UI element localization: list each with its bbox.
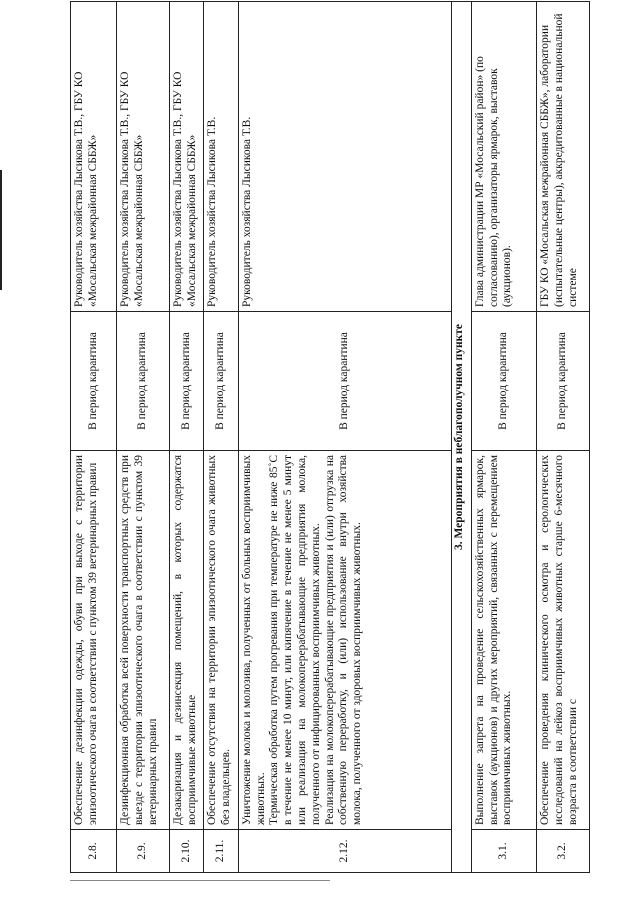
responsible-text: Руководитель хозяйства Лысикова Т.В., ГБУ КО «Мосальская межрайонная СББЖ» [170,2,204,312]
left-margin-mark [0,170,2,290]
responsible-text: Руководитель хозяйства Лысикова Т.В., ГБУ КО «Мосальская межрайонная СББЖ» [71,2,117,312]
row-number: 2.8. [71,830,117,873]
responsible-text: Глава администрации МР «Мосальский район» (по согласованию), организаторы ярмарок, выставок (аукционов). [471,2,536,312]
table-row [71,2,117,873]
footer-rule [70,880,330,881]
table-row [204,2,238,873]
measure-text: Обеспечение дезинфекции одежды, обуви при выходе с территории эпизоотического очага в соответствии с пунктом 39 ветеринарных правил [71,451,117,830]
term-text: В период карантина [170,312,204,451]
responsible-text: ГБУ КО «Мосальская межрайонная СББЖ», лаборатории (испытательные центры), аккредитованные в национальной системе [537,2,590,312]
table-row [471,2,536,873]
term-text: В период карантина [238,312,451,451]
measure-text: Обеспечение проведения клинического осмотра и серологических исследований на лейкоз восприимчивых животных старше 6-месячного возраста в соответствии с [537,451,590,830]
measure-text: Дезинфекционная обработка всей поверхности транспортных средств при выезде с территории эпизоотического очага в соответствии с пунктом 39 ветеринарных правил [117,451,170,830]
responsible-text: Руководитель хозяйства Лысикова Т.В. [204,2,238,312]
row-number: 2.10. [170,830,204,873]
term-text: В период карантина [204,312,238,451]
measure-text: Дезакаризация и дезинсекция помещений, в которых содержатся восприимчивые животные [170,451,204,830]
table-row [170,2,204,873]
measure-text: Обеспечение отсутствия на территории эпизоотического очага животных без владельцев. [204,451,238,830]
measure-text: Выполнение запрета на проведение сельскохозяйственных ярмарок, выставок (аукционов) и других мероприятий, связанных с перемещением восприимчивых животных. [471,451,536,830]
term-text: В период карантина [471,312,536,451]
table-row [117,2,170,873]
row-number: 2.9. [117,830,170,873]
measure-paragraph: Термическая обработка путем прогревания при температуре не ниже 85˚С в течение не менее 10 минут, или кипячение в течение не менее 5 минут или реализация на молокоперерабатывающие предприятия молока, полученного от инфицированных восприимчивых животных. [268,455,322,825]
rotated-page-area [70,13,590,873]
measure-text [238,451,451,830]
responsible-text: Руководитель хозяйства Лысикова Т.В. [238,2,451,312]
row-number: 2.11. [204,830,238,873]
term-text: В период карантина [117,312,170,451]
row-number: 3.2. [537,830,590,873]
measure-paragraph: Реализация на молокоперерабатывающие предприятия и (или) отгрузка на собственную переработку, и (или) использование внутри хозяйства молока, полученного от здоровых восприимчивых животных. [323,455,364,825]
table-row [238,2,451,873]
measure-paragraph: Уничтожение молока и молозива, полученных от больных восприимчивых животных. [240,455,267,825]
measures-table [70,1,590,873]
term-text: В период карантина [71,312,117,451]
measures-table-frame [70,13,590,873]
section-header-row [451,2,471,873]
row-number: 2.12. [238,830,451,873]
responsible-text: Руководитель хозяйства Лысикова Т.В., ГБУ КО «Мосальская межрайонная СББЖ» [117,2,170,312]
table-row [537,2,590,873]
section-title: 3. Мероприятия в неблагополучном пункте [451,2,471,873]
term-text: В период карантина [537,312,590,451]
row-number: 3.1. [471,830,536,873]
